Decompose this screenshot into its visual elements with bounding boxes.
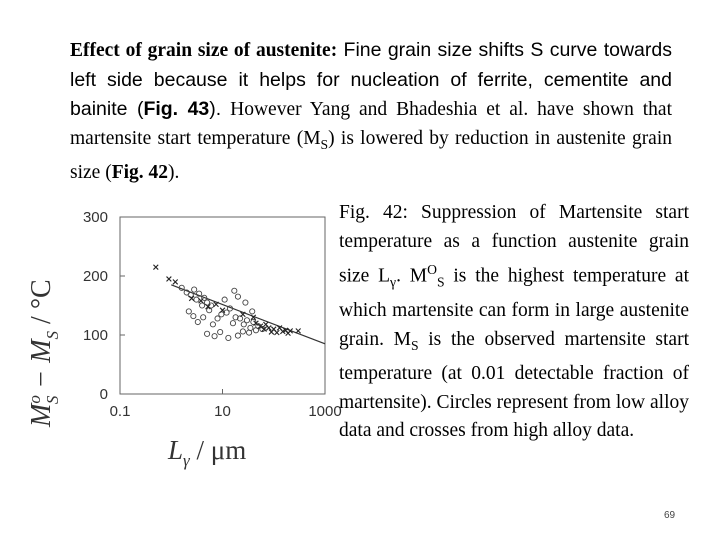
data-point-circle: [244, 318, 249, 323]
data-point-cross: [263, 322, 268, 327]
caption-gamma: γ: [390, 274, 397, 290]
data-point-cross: [173, 280, 178, 285]
plot-area: [83, 209, 342, 420]
ms-subscript: S: [320, 136, 329, 152]
data-point-circle: [194, 297, 199, 302]
data-point-circle: [191, 314, 196, 319]
data-point-cross: [153, 265, 158, 270]
intro-serif-text: However Yang and Bhadeshia et al. have shown that martensite start temperature (M: [70, 99, 672, 149]
caption-ms0-sub: S: [436, 274, 445, 290]
data-point-circle: [250, 309, 255, 314]
caption-ms0-sup: O: [427, 262, 437, 278]
data-point-circle: [232, 288, 237, 293]
intro-paragraph: [70, 36, 672, 187]
data-point-circle: [200, 303, 205, 308]
y-tick-label: 0: [99, 386, 108, 403]
data-point-circle: [201, 315, 206, 320]
data-point-circle: [210, 322, 215, 327]
data-point-circle: [204, 331, 209, 336]
caption-part1: Fig. 42: Suppression of Martensite start temperature as a function austenite grain size L: [339, 202, 689, 287]
data-point-circle: [243, 300, 248, 305]
data-point-cross: [189, 296, 194, 301]
fig42-ref: Fig. 42: [111, 161, 169, 183]
intro-after-ms: ) is lowered by reduction in austenite grain size (: [70, 127, 673, 183]
data-point-circle: [230, 321, 235, 326]
data-point-cross: [274, 330, 279, 335]
intro-heading: Effect of grain size of austenite: [70, 40, 331, 61]
fig43-close: ).: [209, 98, 222, 120]
data-point-circle: [212, 334, 217, 339]
data-point-cross: [296, 328, 301, 333]
intro-colon: :: [330, 40, 338, 61]
data-point-circle: [215, 316, 220, 321]
x-axis-label: $L_\gamma$ / μm: [168, 435, 247, 470]
y-axis-label: $M^oS - M_S / ^\circ C$: [25, 279, 62, 427]
y-tick-label: 100: [82, 327, 108, 344]
x-tick-label: 10: [214, 403, 231, 420]
data-point-circle: [195, 319, 200, 324]
data-point-cross: [167, 277, 172, 282]
data-point-circle: [235, 333, 240, 338]
y-tick-label: 300: [82, 209, 108, 226]
x-tick-label: 0.1: [109, 403, 131, 420]
plot-frame: [120, 217, 325, 394]
data-point-cross: [199, 298, 204, 303]
data-point-circle: [222, 297, 227, 302]
caption-part2: . M: [396, 265, 428, 287]
caption-part4: is the observed martensite start temperature (at 0.01 detectable fraction of martensite). Circles represent from low alloy data and crosses from high alloy data.: [339, 328, 689, 442]
intro-end: ).: [168, 161, 180, 183]
data-point-circle: [192, 287, 197, 292]
data-point-circle: [188, 292, 193, 297]
data-point-circle: [186, 309, 191, 314]
caption-part3: is the highest temperature at which martensite can form in large austenite grain. M: [339, 265, 689, 350]
caption-ms-sub: S: [410, 337, 419, 353]
data-point-circle: [246, 330, 251, 335]
fig43-ref: Fig. 43: [143, 98, 210, 120]
data-point-circle: [219, 312, 224, 317]
x-tick-label: 1000: [308, 403, 342, 420]
y-tick-label: 200: [82, 268, 108, 285]
intro-sans-text: Fine grain size shifts S curve towards left side because it helps for nucleation of ferrite, cementite and bainite (: [70, 39, 672, 120]
figure-caption: [339, 199, 689, 446]
data-point-circle: [235, 294, 240, 299]
data-point-circle: [226, 335, 231, 340]
data-point-circle: [218, 329, 223, 334]
page-number: 69: [664, 510, 676, 521]
ms-grain-size-chart: [10, 195, 342, 475]
data-point-circle: [240, 329, 245, 334]
